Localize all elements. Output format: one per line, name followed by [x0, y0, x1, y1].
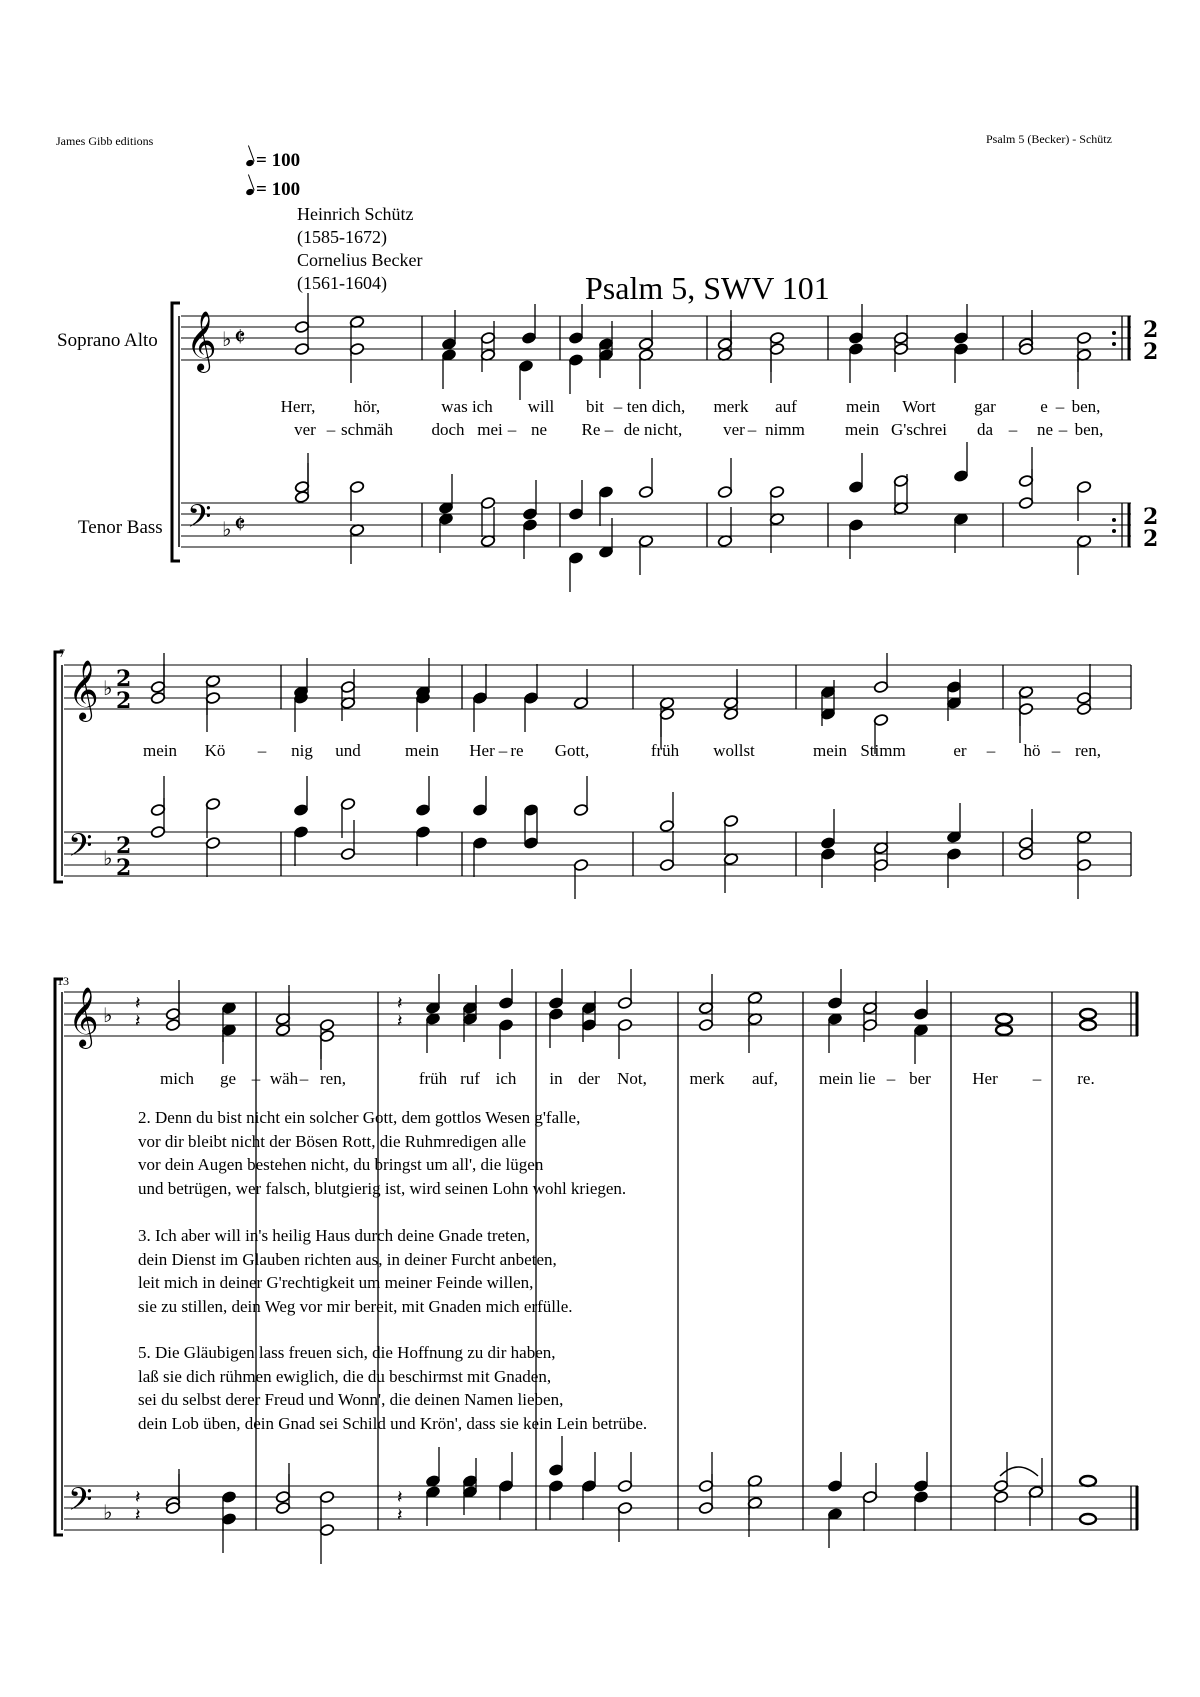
lyric-syllable: und: [335, 741, 361, 760]
time-signature-numerator: 2: [1143, 317, 1159, 343]
repeat-dot: [1112, 331, 1116, 335]
flat-sign: ♭: [222, 327, 232, 351]
lyric-hyphen: –: [507, 420, 517, 439]
verse-line: 2. Denn du bist nicht ein solcher Gott, dem gottlos Wesen g'falle,: [138, 1108, 581, 1127]
lyric-syllable: mich: [160, 1069, 194, 1088]
lyric-hyphen: –: [747, 420, 757, 439]
lyric-syllable: hö: [1023, 741, 1041, 760]
lyric-syllable: nig: [291, 741, 313, 760]
whole-note: [996, 1014, 1012, 1024]
lyric-syllable: G'schrei: [891, 420, 947, 439]
lyric-syllable: Gott,: [554, 741, 590, 760]
lyric-syllable: ren,: [320, 1069, 346, 1088]
lyric-syllable: Her: [469, 741, 495, 760]
lyric-syllable: Kö: [204, 741, 226, 760]
lyric-syllable: merk: [689, 1069, 725, 1088]
lyric-syllable: wäh: [269, 1069, 299, 1088]
lyric-syllable: ten dich,: [626, 397, 686, 416]
lyric-syllable: Re: [581, 420, 601, 439]
lyric-syllable: mei: [477, 420, 503, 439]
measure-number-13: 13: [57, 974, 69, 988]
lyric-syllable: gar: [974, 397, 996, 416]
time-signature-denominator: 2: [1143, 526, 1159, 552]
lyric-syllable: ge: [219, 1069, 237, 1088]
quarter-rest: 𝄽: [135, 993, 141, 1014]
verse-line: leit mich in deiner G'rechtigkeit um meiner Feinde willen,: [138, 1273, 534, 1292]
lyric-syllable: wollst: [713, 741, 755, 760]
lyric-syllable: e: [1040, 397, 1048, 416]
lyric-syllable: er: [953, 741, 967, 760]
lyric-syllable: ver: [723, 420, 745, 439]
quarter-rest: 𝄽: [135, 1505, 141, 1526]
header-running-title: Psalm 5 (Becker) - Schütz: [986, 132, 1112, 146]
lyric-syllable: de nicht,: [623, 420, 683, 439]
lyric-syllable: mein: [845, 420, 879, 439]
lyric-syllable: Stimm: [860, 741, 906, 760]
time-signature-numerator: 2: [116, 833, 132, 859]
lyric-syllable: hör,: [353, 397, 381, 416]
lyric-syllable: mein: [813, 741, 847, 760]
measure-number-7: 7: [59, 646, 65, 660]
flat-sign: ♭: [103, 846, 113, 870]
lyric-syllable: re: [510, 741, 524, 760]
bass-clef: 𝄢: [68, 1481, 93, 1525]
lyric-syllable: ich: [495, 1069, 517, 1088]
lyric-syllable: ben,: [1074, 420, 1104, 439]
verse-line: und betrügen, wer falsch, blutgierig ist, wird seinen Lohn wohl kriegen.: [138, 1178, 627, 1198]
lyric-syllable: ber: [909, 1069, 931, 1088]
lyric-hyphen: –: [1008, 420, 1018, 439]
treble-clef: 𝄞: [68, 987, 99, 1047]
lyric-hyphen: –: [986, 741, 996, 760]
lyric-hyphen: –: [886, 1069, 896, 1088]
lyric-syllable: in: [549, 1069, 563, 1088]
time-signature-denominator: 2: [1143, 339, 1159, 365]
lyric-syllable: ren,: [1075, 741, 1101, 760]
lyric-hyphen: –: [498, 741, 508, 760]
lyric-hyphen: –: [251, 1069, 261, 1088]
whole-note: [1080, 1020, 1096, 1030]
lyric-hyphen: –: [326, 420, 336, 439]
lyric-hyphen: –: [1055, 397, 1065, 416]
bass-clef: 𝄢: [187, 498, 212, 542]
quarter-rest: 𝄽: [397, 1011, 403, 1032]
verse-line: dein Lob üben, dein Gnad sei Schild und Krön', dass sie kein Lein betrübe.: [138, 1413, 648, 1433]
tie-slur: [1000, 1467, 1038, 1476]
composer-dates: (1585-1672): [297, 227, 387, 247]
lyric-syllable: ne: [1036, 420, 1054, 439]
lyric-syllable: nimm: [765, 420, 805, 439]
lyric-syllable: mein: [846, 397, 880, 416]
treble-clef: 𝄞: [186, 311, 217, 371]
lyric-syllable: Her: [972, 1069, 998, 1088]
page-title: Psalm 5, SWV 101: [585, 270, 830, 306]
lyric-syllable: doch: [431, 420, 465, 439]
staff-label-lower: Tenor Bass: [78, 517, 163, 538]
lyric-syllable: Not,: [617, 1069, 647, 1088]
time-signature-denominator: 2: [116, 855, 132, 881]
verse-2: [138, 1106, 626, 1200]
verse-line: 5. Die Gläubigen lass freuen sich, die Hoffnung zu dir haben,: [138, 1343, 556, 1362]
cut-time-sign: 𝄵: [234, 323, 246, 353]
lyric-syllable: früh: [418, 1069, 448, 1088]
lyric-syllable: Wort: [902, 397, 936, 416]
time-signature-numerator: 2: [116, 666, 132, 692]
lyricist-name: Cornelius Becker: [297, 250, 423, 270]
lyric-hyphen: –: [299, 1069, 309, 1088]
lyric-syllable: mein: [819, 1069, 853, 1088]
lyric-syllable: ver: [294, 420, 316, 439]
tempo-mark-1-value: = 100: [256, 150, 301, 171]
lyric-syllable: auf,: [752, 1069, 778, 1088]
lyric-syllable: lie: [858, 1069, 876, 1088]
lyric-syllable: ne: [530, 420, 548, 439]
flat-sign: ♭: [103, 1003, 113, 1027]
staff-label-upper: Soprano Alto: [57, 330, 158, 351]
composer-name: Heinrich Schütz: [297, 204, 414, 224]
bass-clef: 𝄢: [68, 827, 93, 871]
verse-line: vor dein Augen bestehen nicht, du bringst um all', die lügen: [138, 1155, 544, 1174]
verse-line: dein Dienst im Glauben richten aus, in deiner Furcht anbeten,: [138, 1249, 557, 1269]
lyric-syllable: schmäh: [341, 420, 393, 439]
lyric-hyphen: –: [1051, 741, 1061, 760]
tempo-mark-2-value: = 100: [256, 179, 301, 200]
lyric-syllable: bit: [586, 397, 604, 416]
quarter-rest: 𝄽: [397, 993, 403, 1014]
quarter-rest: 𝄽: [135, 1487, 141, 1508]
cut-time-sign: 𝄵: [234, 510, 246, 540]
verse-3: [138, 1224, 573, 1318]
lyric-hyphen: –: [604, 420, 614, 439]
verse-line: vor dir bleibt nicht der Bösen Rott, die Ruhmredigen alle: [138, 1131, 527, 1151]
whole-note: [1080, 1476, 1096, 1486]
lyric-syllable: auf: [775, 397, 797, 416]
flat-sign: ♭: [103, 676, 113, 700]
whole-note: [1080, 1514, 1096, 1524]
lyric-hyphen: –: [1032, 1069, 1042, 1088]
repeat-dot: [1112, 529, 1116, 533]
verse-line: laß sie dich rühmen ewiglich, die du beschirmst mit Gnaden,: [138, 1366, 552, 1386]
lyric-syllable: will: [527, 397, 555, 416]
lyricist-dates: (1561-1604): [297, 273, 387, 293]
quarter-rest: 𝄽: [397, 1505, 403, 1526]
lyric-syllable: früh: [650, 741, 680, 760]
lyric-syllable: re.: [1077, 1069, 1095, 1088]
lyric-hyphen: –: [613, 397, 623, 416]
treble-clef: 𝄞: [68, 660, 99, 720]
lyric-syllable: Herr,: [280, 397, 316, 416]
verse-line: sei du selbst derer Freud und Wonn', die deinen Namen lieben,: [138, 1390, 564, 1409]
lyric-syllable: ruf: [460, 1069, 480, 1088]
verse-5: [138, 1341, 647, 1435]
edition-label: James Gibb editions: [56, 134, 154, 148]
flat-sign: ♭: [103, 1500, 113, 1524]
whole-note: [1080, 1009, 1096, 1019]
lyric-syllable: mein: [405, 741, 439, 760]
lyric-syllable: merk: [713, 397, 749, 416]
repeat-dot: [1112, 342, 1116, 346]
lyric-syllable: was ich: [441, 397, 493, 416]
lyric-syllable: ben,: [1071, 397, 1101, 416]
quarter-rest: 𝄽: [397, 1487, 403, 1508]
lyric-syllable: mein: [143, 741, 177, 760]
time-signature-denominator: 2: [116, 688, 132, 714]
whole-note: [996, 1025, 1012, 1035]
verse-line: 3. Ich aber will in's heilig Haus durch deine Gnade treten,: [138, 1226, 531, 1245]
lyric-syllable: da: [976, 420, 994, 439]
lyric-syllable: der: [578, 1069, 600, 1088]
time-signature-numerator: 2: [1143, 504, 1159, 530]
quarter-rest: 𝄽: [135, 1011, 141, 1032]
lyric-hyphen: –: [257, 741, 267, 760]
flat-sign: ♭: [222, 517, 232, 541]
repeat-dot: [1112, 518, 1116, 522]
verse-line: sie zu stillen, dein Weg vor mir bereit, mit Gnaden mich erfülle.: [138, 1296, 573, 1316]
lyric-hyphen: –: [1058, 420, 1068, 439]
